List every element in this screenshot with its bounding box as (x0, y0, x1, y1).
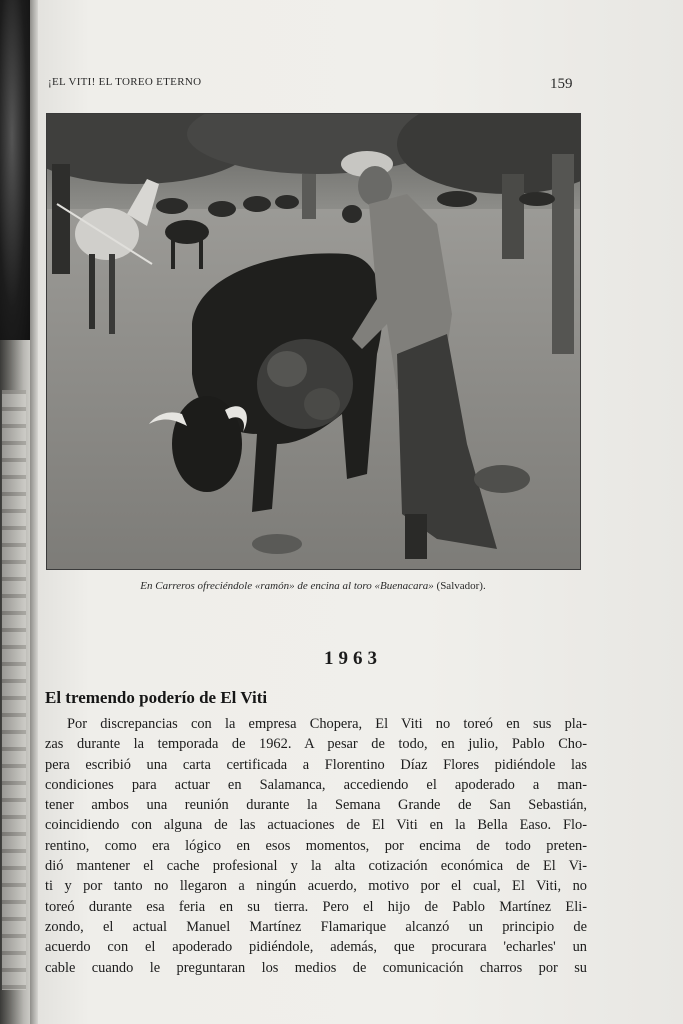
facing-page-photo (0, 0, 31, 340)
body-line: coincidiendo con alguna de las actuaciones de El Viti en la Bella Easo. Flo- (45, 817, 587, 834)
bullfighter-feeding-bull-photo-icon (46, 113, 581, 570)
facing-page-text (2, 390, 26, 990)
body-line: dió mantener el cache profesional y la alta cotización económica de El Vi- (45, 858, 587, 875)
body-line: condiciones para actuar en Salamanca, accediendo el apoderado a man- (45, 776, 587, 793)
body-line: toreó durante esa feria en su tierra. Pero el hijo de Pablo Martínez Eli- (45, 898, 587, 915)
body-line: ti y por tanto no llegaron a ningún acuerdo, motivo por el cual, El Viti, no (45, 878, 587, 895)
book-page (38, 0, 683, 1024)
caption-credit: (Salvador). (436, 580, 486, 592)
body-line: Por discrepancias con la empresa Chopera, El Viti no toreó en sus pla- (67, 716, 587, 732)
body-line: zondo, el actual Manuel Martínez Flamarique alcanzó un principio de (45, 918, 587, 935)
page-number: 159 (550, 76, 573, 92)
body-paragraph (45, 714, 587, 978)
body-line: tener ambos una reunión durante la Semana Grande de San Sebastián, (45, 797, 587, 814)
body-line: cable cuando le preguntaran los medios de comunicación charros por su (45, 959, 587, 976)
photo-caption (38, 580, 588, 592)
caption-text: En Carreros ofreciéndole «ramón» de encina al toro «Buenacara» (140, 580, 434, 592)
body-line: pera escribió una carta certificada a Florentino Díaz Flores pidiéndole las (45, 756, 587, 773)
body-line: acuerdo con el apoderado pidiéndole, además, que procurara 'echarles' un (45, 939, 587, 956)
section-title: El tremendo poderío de El Viti (45, 688, 268, 707)
running-head: ¡EL VITI! EL TOREO ETERNO (48, 76, 202, 88)
body-line: rentino, como era lógico en esos momentos, por encima de todo preten- (45, 837, 587, 854)
body-line: zas durante la temporada de 1962. A pesar de todo, en julio, Pablo Cho- (45, 736, 587, 753)
facing-page-edge (0, 0, 34, 1024)
chapter-year: 1963 (324, 648, 382, 669)
